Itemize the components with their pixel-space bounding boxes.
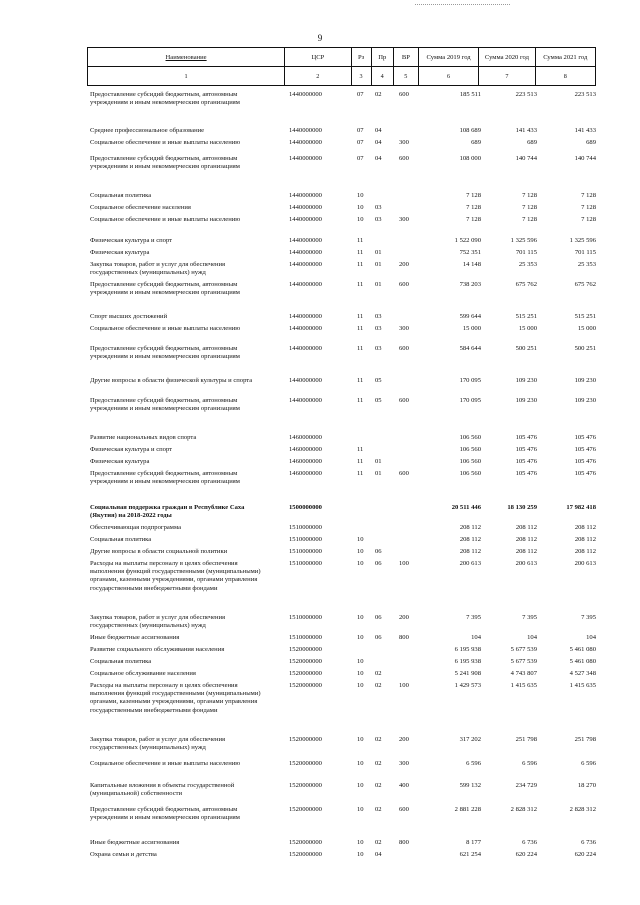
- row-pr: 01: [375, 470, 382, 477]
- row-name: Социальное обеспечение и иные выплаты населению: [90, 760, 241, 767]
- row-vr: 200: [399, 736, 409, 743]
- row-sum-2019: 14 148: [462, 261, 481, 268]
- row-vr: 600: [399, 470, 409, 477]
- col-number-3: 3: [351, 67, 371, 86]
- row-rz: 07: [357, 155, 364, 162]
- row-sum-2020: 2 828 312: [510, 806, 537, 813]
- row-sum-2020: 6 736: [522, 839, 537, 846]
- row-sum-2021: 15 000: [577, 325, 596, 332]
- row-name: Обеспечивающая подпрограмма: [90, 524, 182, 531]
- row-name: Социальная политика: [90, 658, 152, 665]
- row-sum-2020: 7 395: [522, 614, 537, 621]
- row-vr: 300: [399, 760, 409, 767]
- row-name: Социальное обеспечение и иные выплаты населению: [90, 139, 241, 146]
- row-sum-2020: 701 115: [515, 249, 537, 256]
- row-name: Социальное обеспечение и иные выплаты населению: [90, 216, 241, 223]
- row-sum-2020: 105 476: [515, 434, 537, 441]
- row-sum-2020: 208 112: [515, 536, 537, 543]
- row-sum-2019: 621 254: [459, 851, 481, 858]
- row-rz: 10: [357, 682, 364, 689]
- row-csr: 1510000000: [289, 634, 322, 641]
- row-sum-2021: 4 527 348: [569, 670, 596, 677]
- row-rz: 11: [357, 345, 364, 352]
- row-sum-2020: 6 596: [522, 760, 537, 767]
- row-sum-2020: 251 798: [515, 736, 537, 743]
- row-rz: 10: [357, 216, 364, 223]
- row-name: Социальная политика: [90, 536, 152, 543]
- row-sum-2019: 1 429 573: [454, 682, 481, 689]
- row-name: Социальное обеспечение населения: [90, 204, 191, 211]
- header-sum-2019: Сумма 2019 год: [418, 48, 478, 67]
- row-sum-2019: 106 560: [459, 458, 481, 465]
- row-name: Другие вопросы в области физической культуры и спорта: [90, 377, 253, 384]
- row-vr: 800: [399, 839, 409, 846]
- row-vr: 800: [399, 634, 409, 641]
- row-sum-2019: 6 195 938: [454, 646, 481, 653]
- page-number: 9: [317, 33, 323, 43]
- row-sum-2020: 140 744: [515, 155, 537, 162]
- row-csr: 1520000000: [289, 670, 322, 677]
- row-sum-2020: 18 130 259: [507, 504, 537, 511]
- row-csr: 1520000000: [289, 782, 322, 789]
- row-sum-2019: 208 112: [459, 536, 481, 543]
- row-pr: 05: [375, 397, 382, 404]
- row-csr: 1500000000: [289, 504, 322, 511]
- row-sum-2020: 104: [527, 634, 537, 641]
- row-name: Закупка товаров, работ и услуг для обеспечения государственных (муниципальных) нужд: [90, 614, 226, 630]
- row-name: Социальная поддержка граждан в Республике Саха (Якутия) на 2018-2022 годы: [90, 504, 245, 520]
- col-number-7: 7: [479, 67, 535, 86]
- row-csr: 1440000000: [289, 204, 322, 211]
- row-pr: 04: [375, 127, 382, 134]
- row-sum-2021: 109 230: [574, 377, 596, 384]
- row-name: Социальное обеспечение и иные выплаты населению: [90, 325, 241, 332]
- row-name: Развитие национальных видов спорта: [90, 434, 197, 441]
- row-sum-2020: 200 613: [515, 560, 537, 567]
- row-name: Закупка товаров, работ и услуг для обеспечения государственных (муниципальных) нужд: [90, 736, 226, 752]
- row-sum-2021: 208 112: [574, 536, 596, 543]
- row-name: Иные бюджетные ассигнования: [90, 634, 180, 641]
- row-sum-2021: 223 513: [574, 91, 596, 98]
- row-name: Физическая культура и спорт: [90, 446, 173, 453]
- row-pr: 02: [375, 782, 382, 789]
- row-sum-2019: 106 560: [459, 446, 481, 453]
- col-number-4: 4: [371, 67, 393, 86]
- row-name: Физическая культура: [90, 249, 150, 256]
- row-rz: 11: [357, 281, 364, 288]
- row-sum-2019: 170 095: [459, 377, 481, 384]
- row-name: Социальная политика: [90, 192, 152, 199]
- row-vr: 300: [399, 139, 409, 146]
- row-csr: 1440000000: [289, 261, 322, 268]
- row-pr: 03: [375, 345, 382, 352]
- top-edge-mark: [415, 4, 510, 6]
- row-sum-2020: 25 353: [518, 261, 537, 268]
- row-csr: 1510000000: [289, 614, 322, 621]
- row-sum-2019: 7 395: [466, 614, 481, 621]
- row-pr: 05: [375, 377, 382, 384]
- row-sum-2019: 2 881 228: [454, 806, 481, 813]
- row-pr: 01: [375, 249, 382, 256]
- row-sum-2019: 8 177: [466, 839, 481, 846]
- row-sum-2021: 208 112: [574, 524, 596, 531]
- row-name: Спорт высших достижений: [90, 313, 168, 320]
- row-csr: 1520000000: [289, 658, 322, 665]
- row-sum-2019: 20 511 446: [451, 504, 481, 511]
- row-rz: 11: [357, 237, 364, 244]
- row-sum-2020: 223 513: [515, 91, 537, 98]
- row-vr: 100: [399, 682, 409, 689]
- row-csr: 1520000000: [289, 682, 322, 689]
- row-pr: 06: [375, 634, 382, 641]
- row-rz: 11: [357, 249, 364, 256]
- row-sum-2021: 104: [586, 634, 596, 641]
- row-rz: 10: [357, 851, 364, 858]
- row-name: Предоставление субсидий бюджетным, автономным учреждениям и иным некоммерческим организациям: [90, 470, 240, 486]
- row-sum-2020: 1 415 635: [510, 682, 537, 689]
- row-sum-2020: 689: [527, 139, 537, 146]
- row-sum-2021: 140 744: [574, 155, 596, 162]
- col-number-1: 1: [88, 67, 285, 86]
- row-sum-2020: 109 230: [515, 377, 537, 384]
- row-name: Предоставление субсидий бюджетным, автономным учреждениям и иным некоммерческим организациям: [90, 397, 240, 413]
- row-sum-2021: 689: [586, 139, 596, 146]
- row-csr: 1440000000: [289, 313, 322, 320]
- row-name: Предоставление субсидий бюджетным, автономным учреждениям и иным некоммерческим организациям: [90, 91, 240, 107]
- row-name: Охрана семьи и детства: [90, 851, 157, 858]
- row-csr: 1460000000: [289, 446, 322, 453]
- row-vr: 400: [399, 782, 409, 789]
- row-rz: 11: [357, 397, 364, 404]
- row-pr: 02: [375, 682, 382, 689]
- col-number-2: 2: [285, 67, 351, 86]
- row-rz: 10: [357, 782, 364, 789]
- row-pr: 02: [375, 760, 382, 767]
- row-sum-2019: 170 095: [459, 397, 481, 404]
- row-sum-2021: 109 230: [574, 397, 596, 404]
- header-name: Наименование: [88, 48, 285, 67]
- row-vr: 300: [399, 325, 409, 332]
- row-sum-2021: 105 476: [574, 434, 596, 441]
- row-pr: 06: [375, 614, 382, 621]
- row-sum-2019: 752 351: [459, 249, 481, 256]
- header-sum-2020: Сумма 2020 год: [479, 48, 535, 67]
- row-sum-2021: 675 762: [574, 281, 596, 288]
- row-name: Расходы на выплаты персоналу в целях обеспечения выполнения функций государственными (муниципальными) органами, казенными учреждениями, органами управления государственными внебюджетными фондами: [90, 560, 261, 592]
- col-number-5: 5: [393, 67, 418, 86]
- row-rz: 10: [357, 839, 364, 846]
- row-vr: 300: [399, 216, 409, 223]
- row-sum-2020: 15 000: [518, 325, 537, 332]
- row-name: Предоставление субсидий бюджетным, автономным учреждениям и иным некоммерческим организациям: [90, 155, 240, 171]
- row-sum-2020: 675 762: [515, 281, 537, 288]
- row-sum-2019: 6 195 938: [454, 658, 481, 665]
- row-vr: 600: [399, 91, 409, 98]
- row-sum-2020: 500 251: [515, 345, 537, 352]
- row-sum-2021: 620 224: [574, 851, 596, 858]
- row-sum-2021: 500 251: [574, 345, 596, 352]
- row-rz: 11: [357, 470, 364, 477]
- row-sum-2019: 7 128: [466, 204, 481, 211]
- row-pr: 03: [375, 216, 382, 223]
- row-sum-2019: 599 644: [459, 313, 481, 320]
- row-sum-2019: 15 000: [462, 325, 481, 332]
- row-name: Капитальные вложения в объекты государственной (муниципальной) собственности: [90, 782, 235, 798]
- header-sum-2021: Сумма 2021 год: [535, 48, 595, 67]
- row-sum-2021: 2 828 312: [569, 806, 596, 813]
- row-csr: 1520000000: [289, 736, 322, 743]
- header-rz: Рз: [351, 48, 371, 67]
- row-sum-2020: 7 128: [522, 192, 537, 199]
- row-name: Другие вопросы в области социальной политики: [90, 548, 228, 555]
- row-sum-2019: 7 128: [466, 192, 481, 199]
- row-vr: 600: [399, 806, 409, 813]
- row-vr: 200: [399, 614, 409, 621]
- row-csr: 1440000000: [289, 249, 322, 256]
- row-name: Среднее профессиональное образование: [90, 127, 205, 134]
- row-csr: 1440000000: [289, 216, 322, 223]
- row-pr: 01: [375, 261, 382, 268]
- row-sum-2019: 584 644: [459, 345, 481, 352]
- row-sum-2021: 701 115: [574, 249, 596, 256]
- table-header: [87, 47, 596, 89]
- row-sum-2019: 106 560: [459, 470, 481, 477]
- row-name: Закупка товаров, работ и услуг для обеспечения государственных (муниципальных) нужд: [90, 261, 226, 277]
- row-pr: 06: [375, 548, 382, 555]
- row-rz: 11: [357, 261, 364, 268]
- header-pr: Пр: [371, 48, 393, 67]
- row-sum-2021: 5 461 080: [569, 658, 596, 665]
- row-csr: 1440000000: [289, 397, 322, 404]
- header-vr: ВР: [393, 48, 418, 67]
- row-sum-2019: 108 000: [459, 155, 481, 162]
- row-sum-2020: 1 325 596: [510, 237, 537, 244]
- row-sum-2019: 738 203: [459, 281, 481, 288]
- row-sum-2021: 105 476: [574, 470, 596, 477]
- row-vr: 600: [399, 397, 409, 404]
- row-pr: 03: [375, 204, 382, 211]
- row-rz: 10: [357, 736, 364, 743]
- row-sum-2021: 25 353: [577, 261, 596, 268]
- row-sum-2019: 185 511: [459, 91, 481, 98]
- row-rz: 10: [357, 192, 364, 199]
- row-rz: 10: [357, 536, 364, 543]
- row-sum-2019: 208 112: [459, 548, 481, 555]
- row-csr: 1510000000: [289, 548, 322, 555]
- row-rz: 10: [357, 204, 364, 211]
- row-name: Физическая культура и спорт: [90, 237, 173, 244]
- row-rz: 07: [357, 139, 364, 146]
- row-csr: 1510000000: [289, 536, 322, 543]
- row-csr: 1440000000: [289, 155, 322, 162]
- row-pr: 02: [375, 736, 382, 743]
- row-pr: 04: [375, 155, 382, 162]
- row-csr: 1520000000: [289, 760, 322, 767]
- row-sum-2020: 5 677 539: [510, 646, 537, 653]
- row-name: Расходы на выплаты персоналу в целях обеспечения выполнения функций государственными (муниципальными) органами, казенными учреждениями, органами управления государственными внебюджетными фондами: [90, 682, 261, 714]
- row-sum-2019: 5 241 908: [454, 670, 481, 677]
- row-csr: 1440000000: [289, 281, 322, 288]
- row-sum-2021: 208 112: [574, 548, 596, 555]
- row-csr: 1520000000: [289, 646, 322, 653]
- row-sum-2020: 105 476: [515, 470, 537, 477]
- row-csr: 1520000000: [289, 839, 322, 846]
- row-sum-2021: 141 433: [574, 127, 596, 134]
- row-rz: 10: [357, 614, 364, 621]
- row-csr: 1520000000: [289, 806, 322, 813]
- row-sum-2019: 200 613: [459, 560, 481, 567]
- row-name: Предоставление субсидий бюджетным, автономным учреждениям и иным некоммерческим организациям: [90, 806, 240, 822]
- row-sum-2021: 7 395: [581, 614, 596, 621]
- row-csr: 1440000000: [289, 345, 322, 352]
- row-rz: 10: [357, 670, 364, 677]
- row-sum-2019: 6 596: [466, 760, 481, 767]
- row-pr: 04: [375, 851, 382, 858]
- row-sum-2021: 105 476: [574, 446, 596, 453]
- row-sum-2020: 7 128: [522, 204, 537, 211]
- row-name: Предоставление субсидий бюджетным, автономным учреждениям и иным некоммерческим организациям: [90, 281, 240, 297]
- row-sum-2019: 689: [471, 139, 481, 146]
- row-rz: 11: [357, 313, 364, 320]
- col-number-8: 8: [535, 67, 595, 86]
- row-rz: 10: [357, 658, 364, 665]
- row-rz: 10: [357, 560, 364, 567]
- row-pr: 06: [375, 560, 382, 567]
- row-sum-2019: 317 202: [459, 736, 481, 743]
- row-rz: 11: [357, 458, 364, 465]
- row-sum-2021: 7 128: [581, 204, 596, 211]
- row-sum-2020: 620 224: [515, 851, 537, 858]
- row-pr: 01: [375, 458, 382, 465]
- row-rz: 10: [357, 806, 364, 813]
- row-csr: 1510000000: [289, 560, 322, 567]
- row-rz: 07: [357, 91, 364, 98]
- row-sum-2021: 515 251: [574, 313, 596, 320]
- row-sum-2020: 109 230: [515, 397, 537, 404]
- row-sum-2020: 141 433: [515, 127, 537, 134]
- row-sum-2019: 1 522 090: [454, 237, 481, 244]
- row-sum-2020: 5 677 539: [510, 658, 537, 665]
- row-csr: 1440000000: [289, 192, 322, 199]
- row-csr: 1440000000: [289, 237, 322, 244]
- row-pr: 01: [375, 281, 382, 288]
- row-sum-2021: 18 270: [577, 782, 596, 789]
- row-pr: 02: [375, 839, 382, 846]
- row-pr: 03: [375, 313, 382, 320]
- row-sum-2020: 234 729: [515, 782, 537, 789]
- row-sum-2020: 105 476: [515, 458, 537, 465]
- row-sum-2021: 251 798: [574, 736, 596, 743]
- row-rz: 11: [357, 325, 364, 332]
- row-sum-2019: 106 560: [459, 434, 481, 441]
- row-vr: 600: [399, 155, 409, 162]
- row-sum-2021: 17 982 418: [566, 504, 596, 511]
- row-name: Физическая культура: [90, 458, 150, 465]
- row-pr: 03: [375, 325, 382, 332]
- row-csr: 1440000000: [289, 325, 322, 332]
- row-sum-2020: 7 128: [522, 216, 537, 223]
- row-pr: 02: [375, 670, 382, 677]
- row-csr: 1460000000: [289, 458, 322, 465]
- row-rz: 10: [357, 760, 364, 767]
- row-csr: 1510000000: [289, 524, 322, 531]
- row-sum-2021: 200 613: [574, 560, 596, 567]
- row-pr: 02: [375, 91, 382, 98]
- row-csr: 1440000000: [289, 377, 322, 384]
- row-rz: 10: [357, 634, 364, 641]
- row-sum-2019: 208 112: [459, 524, 481, 531]
- row-sum-2021: 6 596: [581, 760, 596, 767]
- row-csr: 1440000000: [289, 91, 322, 98]
- row-vr: 200: [399, 261, 409, 268]
- header-csr: ЦСР: [285, 48, 351, 67]
- row-sum-2021: 105 476: [574, 458, 596, 465]
- row-sum-2021: 5 461 080: [569, 646, 596, 653]
- row-sum-2020: 105 476: [515, 446, 537, 453]
- row-sum-2020: 208 112: [515, 524, 537, 531]
- row-sum-2020: 208 112: [515, 548, 537, 555]
- row-vr: 600: [399, 345, 409, 352]
- row-rz: 07: [357, 127, 364, 134]
- row-rz: 10: [357, 548, 364, 555]
- row-rz: 11: [357, 446, 364, 453]
- row-name: Социальное обслуживание населения: [90, 670, 196, 677]
- row-sum-2019: 599 132: [459, 782, 481, 789]
- row-sum-2020: 515 251: [515, 313, 537, 320]
- row-pr: 04: [375, 139, 382, 146]
- row-sum-2019: 104: [471, 634, 481, 641]
- row-csr: 1460000000: [289, 434, 322, 441]
- row-csr: 1440000000: [289, 139, 322, 146]
- row-vr: 600: [399, 281, 409, 288]
- row-name: Развитие социального обслуживания населения: [90, 646, 225, 653]
- row-sum-2021: 7 128: [581, 192, 596, 199]
- row-name: Иные бюджетные ассигнования: [90, 839, 180, 846]
- row-sum-2019: 108 689: [459, 127, 481, 134]
- row-name: Предоставление субсидий бюджетным, автономным учреждениям и иным некоммерческим организациям: [90, 345, 240, 361]
- row-csr: 1520000000: [289, 851, 322, 858]
- row-sum-2021: 6 736: [581, 839, 596, 846]
- row-csr: 1460000000: [289, 470, 322, 477]
- row-sum-2021: 1 325 596: [569, 237, 596, 244]
- row-rz: 11: [357, 377, 364, 384]
- row-sum-2021: 7 128: [581, 216, 596, 223]
- row-pr: 02: [375, 806, 382, 813]
- table-body: [90, 91, 596, 901]
- row-sum-2021: 1 415 635: [569, 682, 596, 689]
- row-vr: 100: [399, 560, 409, 567]
- row-sum-2020: 4 743 807: [510, 670, 537, 677]
- row-csr: 1440000000: [289, 127, 322, 134]
- row-sum-2019: 7 128: [466, 216, 481, 223]
- col-number-6: 6: [418, 67, 478, 86]
